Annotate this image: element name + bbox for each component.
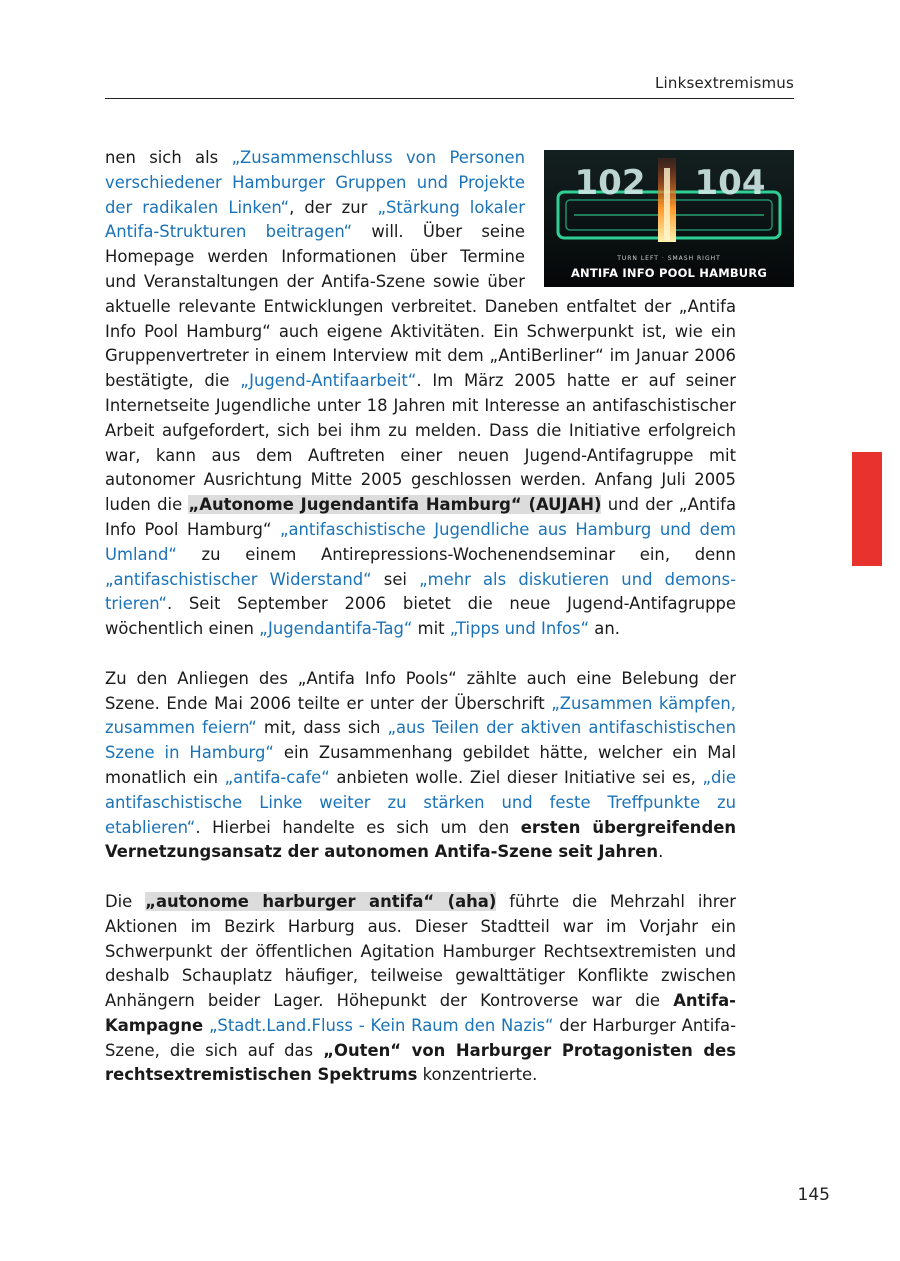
text-run: Die xyxy=(105,891,146,911)
quoted-text: „antifaschistische Jugendliche aus Hamburg und dem Umland“ xyxy=(105,519,736,564)
paragraph-2 xyxy=(105,667,736,865)
chapter-marker-tab xyxy=(852,452,882,566)
text-run: anbieten wolle. Ziel dieser Initiative sei es, xyxy=(329,767,703,787)
text-run: Zu den Anliegen des „Antifa Info Pools“ zählte auch eine Belebung der Szene. Ende Mai 2006 teilte er unter der Überschrift xyxy=(105,668,736,713)
text-run: führte die Mehrzahl ihrer Aktionen im Bezirk Harburg aus. Dieser Stadtteil war im Vorjahr ein Schwerpunkt der öffentlichen Agitation Hamburger Rechtsextremisten und deshalb Schauplatz häufiger, teilweise gewalttätiger Konflikte zwischen Anhängern beider Lager. Höhepunkt der Kontroverse war die xyxy=(105,891,736,1011)
quoted-text: „Zusammen kämpfen, zusammen feiern“ xyxy=(105,693,736,738)
antifa-info-pool-logo xyxy=(544,150,794,287)
quoted-text: „Stärkung lokaler Antifa-Strukturen beitragen“ xyxy=(105,197,525,242)
text-run: , der zur xyxy=(289,197,378,217)
quoted-text: „mehr als diskutieren und demonstrieren“ xyxy=(105,569,736,614)
text-run: will. Über seine Homepage werden Informationen über Termine und Veranstaltungen der Antifa-Szene sowie über aktuelle relevante Entwicklungen verbreitet. Daneben entfaltet der „Antifa Info Pool Hamburg“ auch eigene Aktivitäten. Ein Schwerpunkt ist, wie ein Gruppenvertreter in einem Interview mit dem „AntiBerliner“ im Januar 2006 bestätigte, die xyxy=(105,222,736,391)
dial-frequency-right: 104 xyxy=(694,163,766,203)
highlighted-group-name: „Autonome Jugendantifa Hamburg“ (AUJAH) xyxy=(188,495,602,515)
paragraph-1 xyxy=(105,146,768,642)
text-run: konzentrierte. xyxy=(417,1065,538,1085)
page-number: 145 xyxy=(797,1185,830,1205)
text-run: mit xyxy=(412,619,450,639)
quoted-text: „antifaschistischer Widerstand“ xyxy=(105,569,372,589)
text-run: . xyxy=(658,842,664,862)
bold-text: „Outen“ von Harburger Protagonisten des rechtsextremistischen Spektrums xyxy=(105,1040,736,1085)
text-run: . Seit September 2006 bietet die neue Jugend-Antifagruppe wöchentlich einen xyxy=(105,594,736,639)
logo-slogan: TURN LEFT · SMASH RIGHT xyxy=(617,255,721,262)
text-run: sei xyxy=(371,569,420,589)
text-run: . Im März 2005 hatte er auf seiner Internetseite Jugendliche unter 18 Jahren mit Interesse an antifaschistischer Arbeit aufgefordert, sich bei ihm zu melden. Dass die Initiative erfolgreich war, kann aus dem Auftreten einer neuen Jugend-Antifagruppe mit autonomer Ausrichtung Mitte 2005 geschlossen werden. Anfang Juli 2005 luden die xyxy=(105,371,736,515)
bold-text: Antifa-Kampagne xyxy=(105,991,736,1035)
text-run: ein Zusammenhang gebildet hätte, welcher ein Mal monatlich ein xyxy=(105,743,736,787)
quoted-text: „Tipps und Infos“ xyxy=(449,619,590,639)
text-run: mit, dass sich xyxy=(256,718,388,738)
quoted-text: „Jugend-Antifaarbeit“ xyxy=(240,371,417,391)
text-run: und der „Antifa Info Pool Hamburg“ xyxy=(105,495,736,539)
logo-title: ANTIFA INFO POOL HAMBURG xyxy=(570,266,768,280)
quoted-text: „aus Teilen der aktiven antifaschistischen Szene in Hamburg“ xyxy=(105,718,736,763)
quoted-text: „antifa-cafe“ xyxy=(224,767,330,787)
quoted-text: „Jugendantifa-Tag“ xyxy=(259,619,413,639)
text-run: nen sich als xyxy=(105,148,232,167)
quoted-text: „Zusammenschluss von Personen verschiedener Hamburger Gruppen und Projekte der radikalen Linken“ xyxy=(105,148,525,217)
header-rule xyxy=(105,98,794,99)
running-header: Linksextremismus xyxy=(654,74,794,92)
text-run: zu einem Antirepressions-Wochenendseminar ein, denn xyxy=(176,544,736,564)
paragraph-3 xyxy=(105,890,736,1088)
text-run: der Harburger Antifa-Szene, die sich auf das xyxy=(105,1015,736,1060)
bold-text: ersten übergreifenden Vernetzungsansatz der autonomen Antifa-Szene seit Jahren xyxy=(105,817,736,862)
body-text xyxy=(105,146,768,1113)
text-run: . Hierbei handelte es sich um den xyxy=(195,817,521,837)
quoted-text: „die antifaschistische Linke weiter zu stärken und feste Treffpunkte zu etablieren“ xyxy=(105,767,736,837)
highlighted-group-name: „autonome harburger antifa“ (aha) xyxy=(145,891,497,911)
text-run: an. xyxy=(589,619,620,639)
dial-frequency-left: 102 xyxy=(574,163,646,203)
quoted-text: „Stadt.Land.Fluss - Kein Raum den Nazis“ xyxy=(208,1015,554,1035)
